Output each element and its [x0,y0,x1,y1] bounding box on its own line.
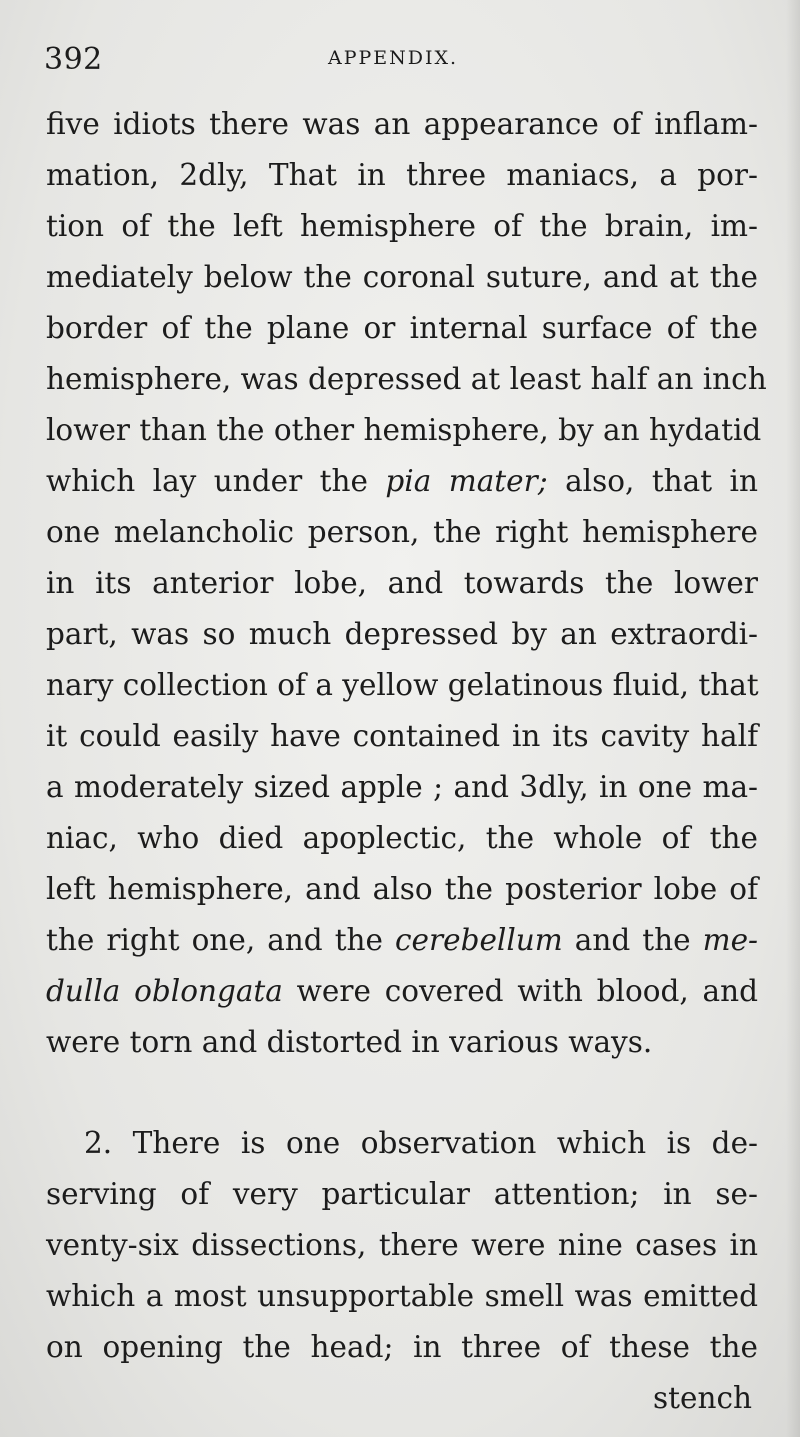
catchword: stench [653,1381,752,1415]
text-line: one melancholic person, the right hemisphere [46,515,758,549]
text-line: it could easily have contained in its cavity half [46,719,758,753]
text-line: border of the plane or internal surface of the [46,311,758,345]
text-line: five idiots there was an appearance of inflam- [46,107,758,141]
italic-term: dulla oblongata [46,974,283,1008]
text-line: venty-six dissections, there were nine cases in [46,1228,758,1262]
body-text [46,99,767,1424]
text-line: 2. There is one observation which is de- [84,1126,758,1160]
text-segment: and the [562,923,703,957]
text-line: left hemisphere, and also the posterior lobe of [46,872,758,906]
text-segment: also, that in [547,464,758,498]
italic-term: cerebellum [395,923,563,957]
text-line: nary collection of a yellow gelatinous fluid, that [46,668,759,702]
text-line [46,915,758,966]
text-line: in its anterior lobe, and towards the lower [46,566,758,600]
text-segment: which lay under the [46,464,386,498]
text-line: niac, who died apoplectic, the whole of the [46,821,758,855]
text-line: hemisphere, was depressed at least half an inch [46,362,767,396]
text-line: mediately below the coronal suture, and at the [46,260,758,294]
text-line: part, was so much depressed by an extraordi- [46,617,758,651]
text-line: on opening the head; in three of these the [46,1330,758,1364]
text-line: mation, 2dly, That in three maniacs, a por- [46,158,758,192]
italic-term: pia mater; [385,464,548,498]
page-edge-shadow [786,0,800,1437]
text-line [46,456,758,507]
text-segment: the right one, and the [46,923,396,957]
italic-term: me- [702,923,758,957]
text-line: a moderately sized apple ; and 3dly, in one ma- [46,770,758,804]
page-number: 392 [44,42,103,77]
running-head [44,42,764,82]
text-segment: were covered with blood, and [282,974,758,1008]
text-line: which a most unsupportable smell was emitted [46,1279,758,1313]
text-line: serving of very particular attention; in se- [46,1177,758,1211]
text-line: tion of the left hemisphere of the brain, im- [46,209,758,243]
text-line: lower than the other hemisphere, by an hydatid [46,413,762,447]
text-line: were torn and distorted in various ways. [46,1025,653,1059]
text-line [46,966,758,1017]
running-head-title: APPENDIX. [328,47,459,69]
